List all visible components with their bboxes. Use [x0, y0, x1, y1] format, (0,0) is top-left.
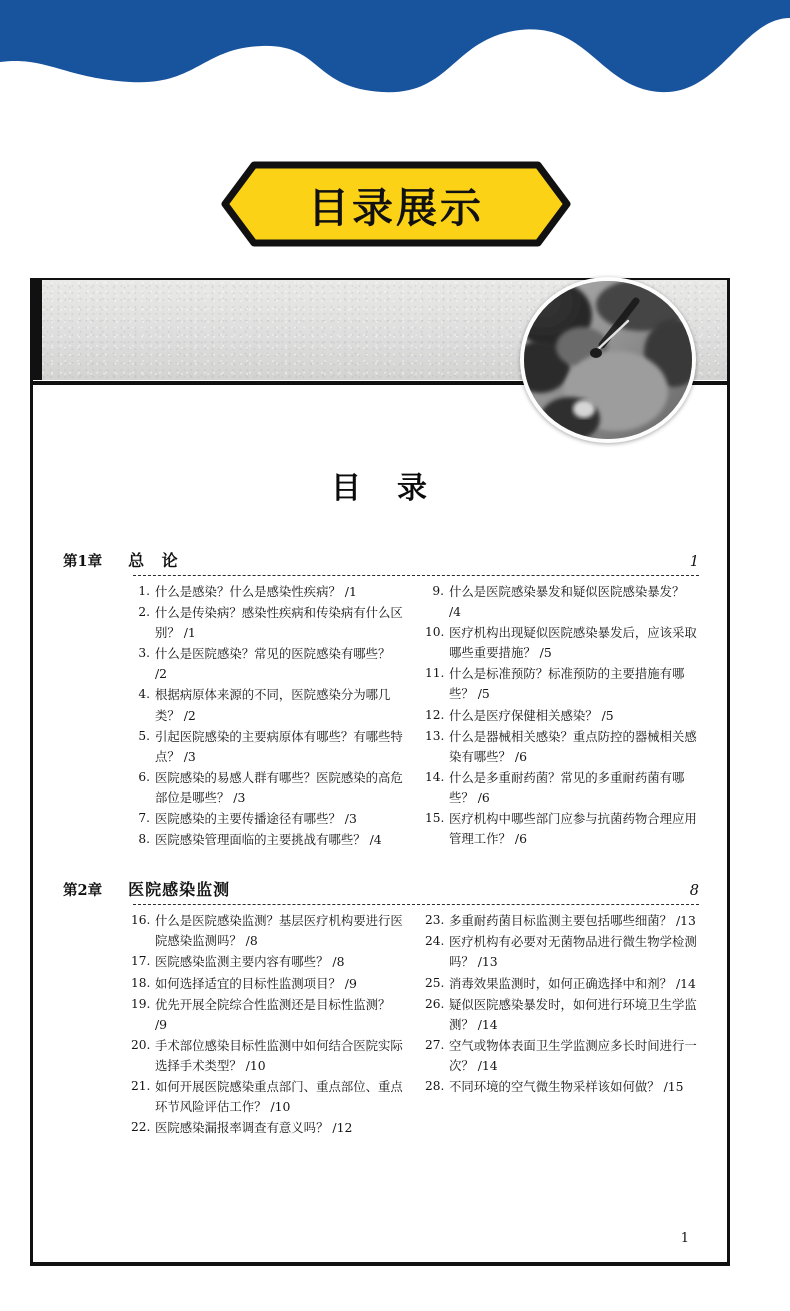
book-page: [30, 278, 730, 1266]
chapter-heading: [33, 877, 727, 900]
chapter-left-column: [131, 911, 403, 1139]
toc-entry[interactable]: [131, 1118, 403, 1138]
toc-entry[interactable]: [425, 932, 697, 972]
entry-text: 什么是医疗保健相关感染？ /5: [449, 707, 614, 723]
toc-entry[interactable]: [131, 974, 403, 994]
chapter-list: [33, 548, 727, 1143]
toc-entry[interactable]: [425, 623, 697, 663]
toc-title-char-left: 目: [331, 471, 363, 506]
toc-entry[interactable]: [131, 809, 403, 829]
entry-number: 20.: [131, 1037, 151, 1052]
chapter-heading: [33, 548, 727, 571]
chapter-page-number: 1: [689, 554, 699, 570]
entry-number: 6.: [138, 769, 150, 784]
chapter-page-number: 8: [689, 883, 699, 900]
entry-number: 14.: [425, 769, 445, 784]
entry-text: 医疗机构有必要对无菌物品进行微生物学检测吗？ /13: [449, 934, 697, 970]
entry-number: 8.: [138, 832, 150, 847]
toc-entry[interactable]: [131, 952, 403, 972]
toc-entry[interactable]: [425, 768, 697, 808]
entry-number: 9.: [432, 584, 444, 598]
toc-entry[interactable]: [425, 727, 697, 767]
entry-number: 26.: [425, 996, 445, 1011]
entry-number: 18.: [131, 975, 151, 990]
chapter-number: 第1章: [63, 553, 103, 570]
toc-entry[interactable]: [131, 1036, 403, 1076]
toc-entry[interactable]: [425, 911, 697, 931]
entry-number: 28.: [425, 1078, 445, 1093]
chapter-entry-columns: [33, 576, 727, 851]
entry-number: 23.: [425, 913, 445, 928]
entry-text: 医院感染的主要传播途径有哪些？ /3: [155, 811, 357, 827]
toc-entry[interactable]: [425, 706, 697, 726]
toc-entry[interactable]: [425, 995, 697, 1035]
entry-number: 5.: [138, 728, 150, 743]
photo-illustration: [524, 281, 692, 439]
entry-number: 13.: [425, 728, 445, 743]
chapter-entry-columns: [33, 905, 727, 1139]
medical-injection-photo: [520, 277, 696, 443]
chapter-right-column: [425, 582, 697, 851]
toc-entry[interactable]: [131, 603, 403, 643]
toc-entry[interactable]: [425, 664, 697, 704]
entry-number: 11.: [425, 666, 445, 681]
entry-text: 消毒效果监测时，如何正确选择中和剂？ /14: [449, 975, 696, 991]
chapter-section: [33, 877, 727, 1139]
entry-text: 什么是器械相关感染？重点防控的器械相关感染有哪些？ /6: [449, 728, 697, 764]
entry-number: 15.: [425, 811, 445, 826]
entry-number: 2.: [138, 605, 150, 620]
entry-number: 3.: [138, 646, 150, 661]
toc-entry[interactable]: [131, 727, 403, 767]
entry-number: 21.: [131, 1078, 151, 1093]
chapter-section: [33, 548, 727, 851]
section-banner: [220, 160, 572, 248]
entry-text: 疑似医院感染暴发时，如何进行环境卫生学监测？ /14: [449, 996, 697, 1032]
entry-number: 22.: [131, 1120, 151, 1135]
entry-number: 7.: [138, 811, 150, 826]
chapter-title: 总 论: [128, 551, 184, 570]
entry-number: 25.: [425, 975, 445, 990]
toc-entry[interactable]: [425, 809, 697, 849]
toc-entry[interactable]: [131, 1077, 403, 1117]
toc-entry[interactable]: [131, 582, 403, 602]
entry-number: 17.: [131, 954, 151, 969]
entry-text: 什么是医院感染？常见的医院感染有哪些？ /2: [155, 646, 391, 682]
entry-text: 医院感染漏报率调查有意义吗？ /12: [155, 1120, 353, 1136]
toc-entry[interactable]: [131, 685, 403, 725]
entry-text: 什么是多重耐药菌？常见的多重耐药菌有哪些？ /6: [449, 769, 685, 805]
entry-number: 1.: [138, 584, 150, 598]
entry-number: 27.: [425, 1037, 445, 1052]
entry-text: 如何选择适宜的目标性监测项目？ /9: [155, 975, 357, 991]
page-folio: 1: [680, 1231, 689, 1246]
header-wave-decoration: [0, 0, 790, 110]
toc-entry[interactable]: [131, 830, 403, 850]
toc-entry[interactable]: [131, 995, 403, 1035]
entry-number: 16.: [131, 913, 151, 928]
toc-entry[interactable]: [131, 768, 403, 808]
toc-entry[interactable]: [425, 974, 697, 994]
entry-text: 不同环境的空气微生物采样该如何做？ /15: [449, 1078, 684, 1094]
entry-text: 什么是传染病？感染性疾病和传染病有什么区别？ /1: [155, 605, 403, 641]
entry-number: 12.: [425, 707, 445, 722]
entry-text: 医院感染管理面临的主要挑战有哪些？ /4: [155, 832, 382, 848]
entry-text: 引起医院感染的主要病原体有哪些？有哪些特点？ /3: [155, 728, 403, 764]
toc-entry[interactable]: [425, 1036, 697, 1076]
entry-text: 多重耐药菌目标监测主要包括哪些细菌？ /13: [449, 913, 696, 929]
chapter-number: 第2章: [63, 882, 103, 900]
entry-text: 如何开展医院感染重点部门、重点部位、重点环节风险评估工作？ /10: [155, 1078, 403, 1115]
chapter-right-column: [425, 911, 697, 1139]
entry-number: 19.: [131, 996, 151, 1011]
toc-entry[interactable]: [425, 582, 697, 622]
entry-number: 24.: [425, 934, 445, 949]
entry-text: 医院感染监测主要内容有哪些？ /8: [155, 954, 345, 970]
toc-entry[interactable]: [131, 644, 403, 684]
entry-text: 根据病原体来源的不同，医院感染分为哪几类？ /2: [155, 687, 391, 723]
entry-number: 4.: [138, 687, 150, 702]
banner-title: 目录展示: [308, 183, 484, 232]
chapter-title: 医院感染监测: [128, 880, 231, 900]
entry-number: 10.: [425, 625, 445, 640]
entry-text: 医院感染的易感人群有哪些？医院感染的高危部位是哪些？ /3: [155, 769, 403, 805]
entry-text: 医疗机构出现疑似医院感染暴发后，应该采取哪些重要措施？ /5: [449, 625, 697, 661]
entry-text: 什么是标准预防？标准预防的主要措施有哪些？ /5: [449, 666, 685, 702]
toc-entry[interactable]: [425, 1077, 697, 1097]
entry-text: 什么是医院感染监测？基层医疗机构要进行医院感染监测吗？ /8: [155, 913, 403, 949]
entry-text: 什么是医院感染暴发和疑似医院感染暴发？ /4: [449, 584, 685, 620]
page-title: [33, 463, 727, 507]
blue-wave-shape: [0, 0, 790, 110]
entry-text: 医疗机构中哪些部门应参与抗菌药物合理应用管理工作？ /6: [449, 811, 697, 847]
entry-text: 手术部位感染目标性监测中如何结合医院实际选择手术类型？ /10: [155, 1037, 403, 1073]
toc-entry[interactable]: [131, 911, 403, 951]
entry-text: 空气或物体表面卫生学监测应多长时间进行一次？ /14: [449, 1037, 697, 1073]
toc-title-char-right: 录: [397, 471, 429, 506]
chapter-left-column: [131, 582, 403, 851]
entry-text: 什么是感染？什么是感染性疾病？ /1: [155, 584, 357, 599]
entry-text: 优先开展全院综合性监测还是目标性监测？ /9: [155, 996, 391, 1032]
